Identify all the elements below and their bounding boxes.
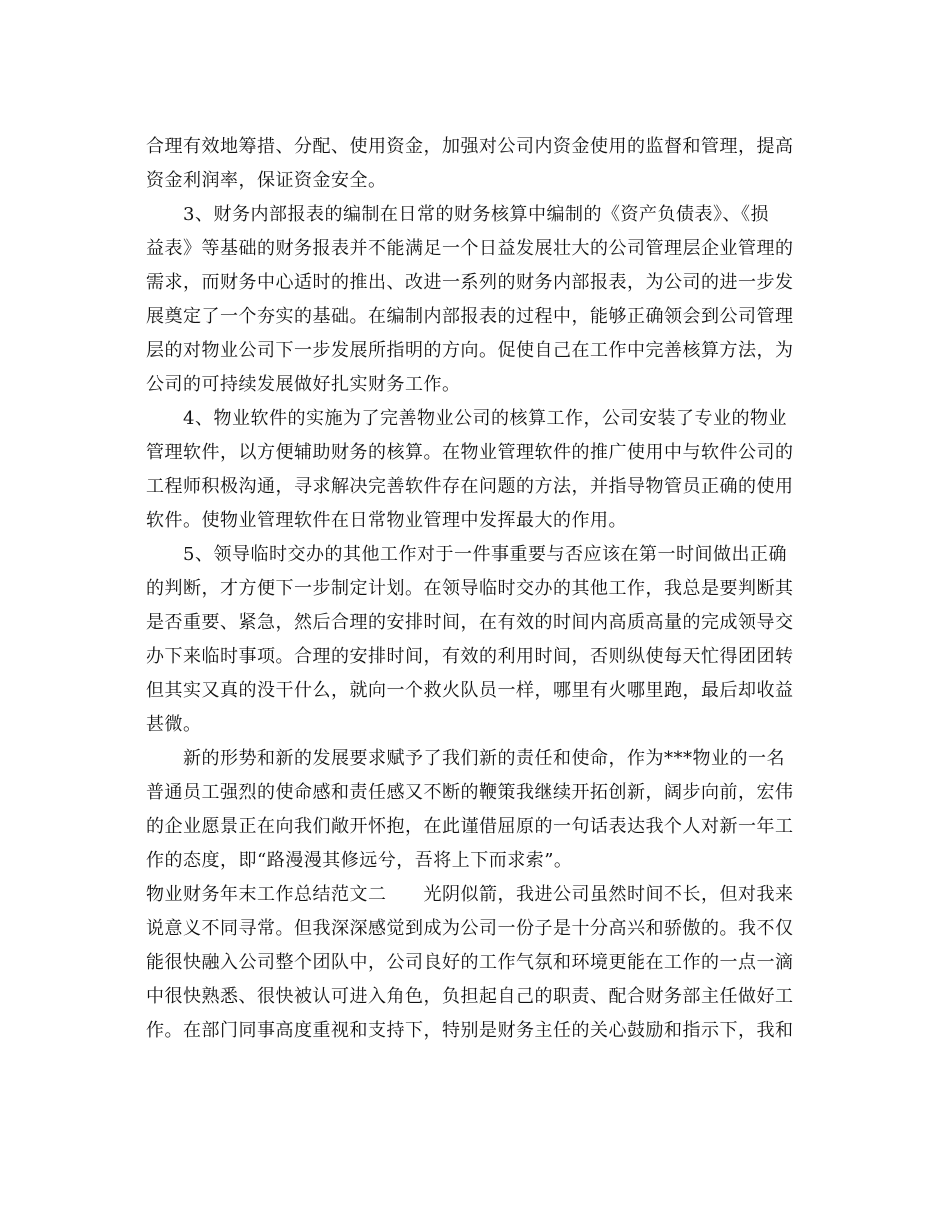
text-line: 中很快熟悉、很快被认可进入角色，负担起自己的职责、配合财务部主任做好工: [146, 986, 794, 1007]
text-line: 需求，而财务中心适时的推出、改进一系列的财务内部报表，为公司的进一步发: [146, 272, 794, 293]
text-line: 的企业愿景正在向我们敞开怀抱，在此谨借屈原的一句话表达我个人对新一年工: [146, 816, 794, 837]
text-line: 新的形势和新的发展要求赋予了我们新的责任和使命，作为***物业的一名: [146, 748, 785, 769]
text-line: 3、财务内部报表的编制在日常的财务核算中编制的《资产负债表》、《损: [146, 204, 769, 225]
text-line: 公司的可持续发展做好扎实财务工作。: [146, 374, 461, 395]
text-line: 说意义不同寻常。但我深深感觉到成为公司一份子是十分高兴和骄傲的。我不仅: [146, 918, 794, 939]
text-line: 甚微。: [146, 714, 202, 735]
text-line: 资金利润率，保证资金安全。: [146, 170, 387, 191]
text-line: 物业财务年末工作总结范文二 光阴似箭，我进公司虽然时间不长，但对我来: [146, 884, 794, 905]
text-line: 作。在部门同事高度重视和支持下，特别是财务主任的关心鼓励和指示下，我和: [146, 1020, 794, 1041]
text-line: 5、领导临时交办的其他工作对于一件事重要与否应该在第一时间做出正确: [146, 544, 787, 565]
text-line: 普通员工强烈的使命感和责任感又不断的鞭策我继续开拓创新，阔步向前，宏伟: [146, 782, 794, 803]
text-line: 展奠定了一个夯实的基础。在编制内部报表的过程中，能够正确领会到公司管理: [146, 306, 794, 327]
text-line: 层的对物业公司下一步发展所指明的方向。促使自己在工作中完善核算方法，为: [146, 340, 794, 361]
text-line: 管理软件，以方便辅助财务的核算。在物业管理软件的推广使用中与软件公司的: [146, 442, 794, 463]
text-line: 但其实又真的没干什么，就向一个救火队员一样，哪里有火哪里跑，最后却收益: [146, 680, 794, 701]
text-line: 的判断，才方便下一步制定计划。在领导临时交办的其他工作，我总是要判断其: [146, 578, 794, 599]
text-line: 4、物业软件的实施为了完善物业公司的核算工作，公司安装了专业的物业: [146, 408, 787, 429]
document-body: [146, 130, 806, 1048]
text-line: 能很快融入公司整个团队中，公司良好的工作气氛和环境更能在工作的一点一滴: [146, 952, 794, 973]
text-line: 作的态度，即“路漫漫其修远兮，吾将上下而求索”。: [146, 850, 573, 871]
text-line: 合理有效地筹措、分配、使用资金，加强对公司内资金使用的监督和管理，提高: [146, 136, 794, 157]
text-line: 益表》等基础的财务报表并不能满足一个日益发展壮大的公司管理层企业管理的: [146, 238, 794, 259]
text-line: 办下来临时事项。合理的安排时间，有效的利用时间，否则纵使每天忙得团团转: [146, 646, 794, 667]
text-line: 软件。使物业管理软件在日常物业管理中发挥最大的作用。: [146, 510, 627, 531]
text-line: 工程师积极沟通，寻求解决完善软件存在问题的方法，并指导物管员正确的使用: [146, 476, 794, 497]
text-line: 是否重要、紧急，然后合理的安排时间，在有效的时间内高质高量的完成领导交: [146, 612, 794, 633]
